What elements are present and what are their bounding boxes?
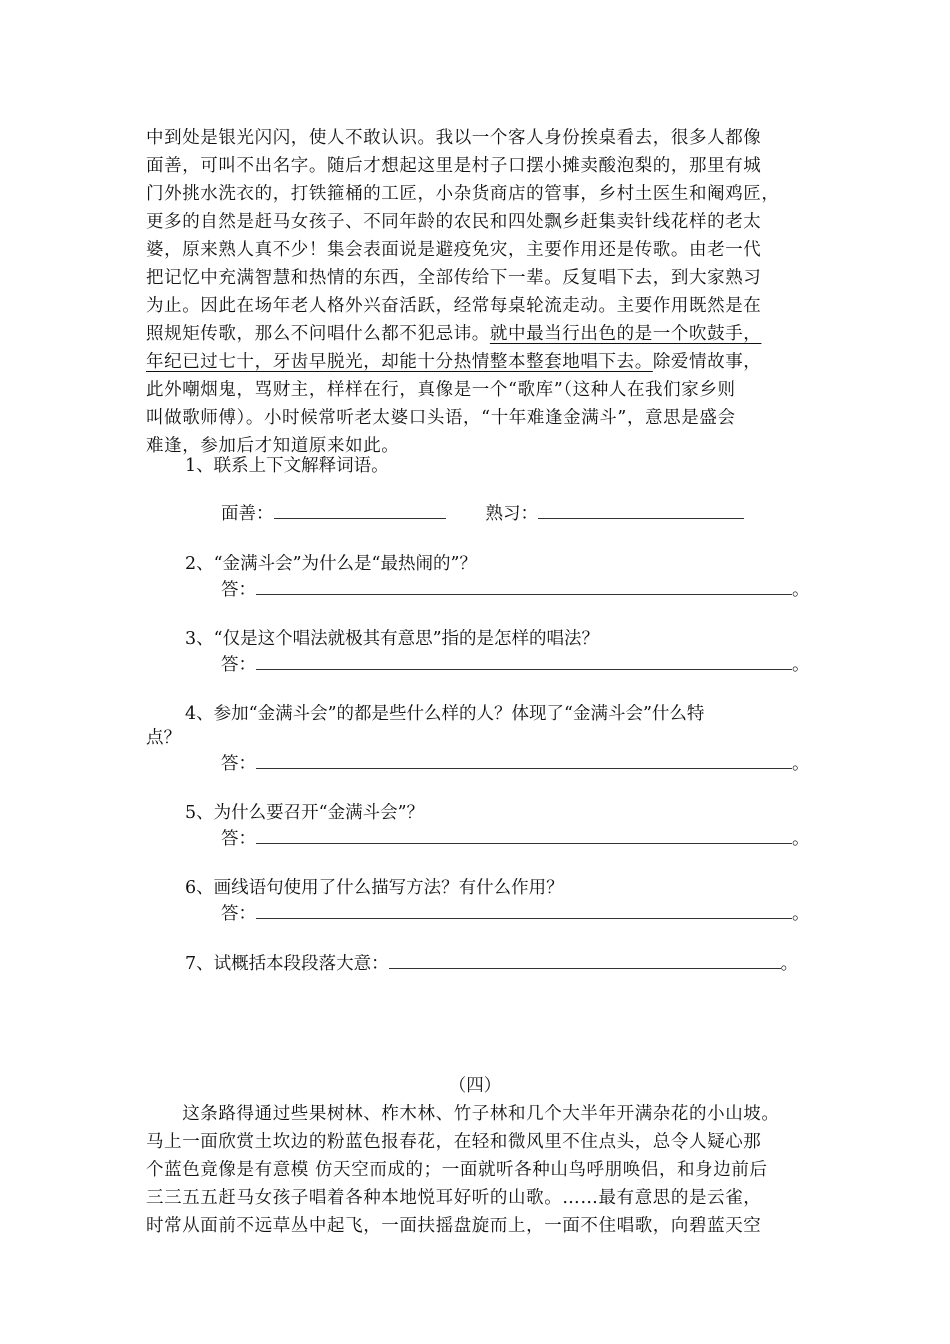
question-3-answer: [221, 651, 810, 679]
question-7: [185, 950, 798, 978]
answer-end: 。: [792, 904, 810, 924]
passage-line: 时常从面前不远草丛中起飞，一面扶摇盘旋而上，一面不住唱歌，向碧蓝天空: [146, 1216, 762, 1236]
answer-end: 。: [792, 754, 810, 774]
passage-line: 个蓝色竟像是有意模 仿天空而成的；一面就听各种山鸟呼朋唤侣，和身边前后: [146, 1160, 768, 1180]
passage-line: 叫做歌师傅）。小时候常听老太婆口头语，“十年难逢金满斗”，意思是盛会: [146, 408, 736, 428]
passage-line: 三三五五赶马女孩子唱着各种本地悦耳好听的山歌。……最有意思的是云雀，: [146, 1188, 762, 1208]
answer-label: 答：: [221, 754, 256, 774]
passage-line: 中到处是银光闪闪，使人不敢认识。我以一个客人身份挨桌看去，很多人都像: [146, 128, 762, 148]
passage-line: 门外挑水洗衣的，打铁箍桶的工匠，小杂货商店的管事，乡村土医生和阉鸡匠，: [146, 184, 780, 204]
passage-line: 这条路得通过些果树林、柞木林、竹子林和几个大半年开满杂花的小山坡。: [146, 1104, 780, 1124]
term-1: 面善：: [221, 504, 274, 524]
question-1-label: 1、联系上下文解释词语。: [185, 456, 389, 476]
passage-text: 除爱情故事，: [652, 352, 762, 372]
question-5-label: 5、为什么要召开“金满斗会”？: [185, 803, 425, 823]
answer-label: 答：: [221, 580, 256, 600]
question-4-answer: [221, 750, 810, 778]
section-4-title: （四）: [448, 1076, 502, 1096]
answer-blank[interactable]: [274, 500, 446, 519]
passage-line: 马上一面欣赏土坎边的粉蓝色报春花，在轻和微风里不住点头，总令人疑心那: [146, 1132, 762, 1152]
passage-line: 更多的自然是赶马女孩子、不同年龄的农民和四处飘乡赶集卖针线花样的老太: [146, 212, 762, 232]
passage-line: 为止。因此在场年老人格外兴奋活跃，经常每桌轮流走动。主要作用既然是在: [146, 296, 762, 316]
answer-blank[interactable]: [389, 950, 781, 969]
passage-line: [146, 348, 761, 376]
passage-line: 婆，原来熟人真不少！集会表面说是避疫免灾，主要作用还是传歌。由老一代: [146, 240, 762, 260]
question-3-label: 3、“仅是这个唱法就极其有意思”指的是怎样的唱法？: [185, 629, 600, 649]
answer-blank[interactable]: [256, 651, 792, 670]
question-4-label-cont: 点？: [146, 728, 181, 748]
answer-end: 。: [792, 829, 810, 849]
question-7-label: 7、试概括本段段落大意：: [185, 954, 389, 974]
question-6-answer: [221, 900, 810, 928]
passage-line: 面善，可叫不出名字。随后才想起这里是村子口摆小摊卖酸泡梨的，那里有城: [146, 156, 762, 176]
answer-blank[interactable]: [256, 900, 792, 919]
question-2-answer: [221, 576, 810, 604]
passage-line: [146, 320, 761, 348]
passage-text: 照规矩传歌，那么不问唱什么都不犯忌讳。: [146, 324, 490, 344]
answer-end: 。: [780, 954, 799, 974]
answer-blank[interactable]: [256, 576, 792, 595]
answer-label: 答：: [221, 655, 256, 675]
question-5-answer: [221, 825, 810, 853]
passage-line: 把记忆中充满智慧和热情的东西，全部传给下一辈。反复唱下去，到大家熟习: [146, 268, 762, 288]
question-2-label: 2、“金满斗会”为什么是“最热闹的”？: [185, 554, 477, 574]
question-1-terms: [221, 500, 744, 528]
passage-line: 此外嘲烟鬼，骂财主，样样在行，真像是一个“歌库”（这种人在我们家乡则: [146, 380, 736, 400]
answer-label: 答：: [221, 904, 256, 924]
answer-end: 。: [792, 655, 810, 675]
passage-line: 难逢，参加后才知道原来如此。: [146, 436, 400, 456]
answer-label: 答：: [221, 829, 256, 849]
question-6-label: 6、画线语句使用了什么描写方法？有什么作用？: [185, 878, 564, 898]
underlined-sentence: 年纪已过七十，牙齿早脱光，却能十分热情整本整套地唱下去。: [146, 352, 653, 372]
answer-end: 。: [792, 580, 810, 600]
underlined-sentence: 就中最当行出色的是一个吹鼓手，: [489, 324, 762, 344]
term-2: 熟习：: [485, 504, 538, 524]
question-4-label: 4、参加“金满斗会”的都是些什么样的人？体现了“金满斗会”什么特: [185, 704, 705, 724]
answer-blank[interactable]: [538, 500, 744, 519]
answer-blank[interactable]: [256, 825, 792, 844]
answer-blank[interactable]: [256, 750, 792, 769]
